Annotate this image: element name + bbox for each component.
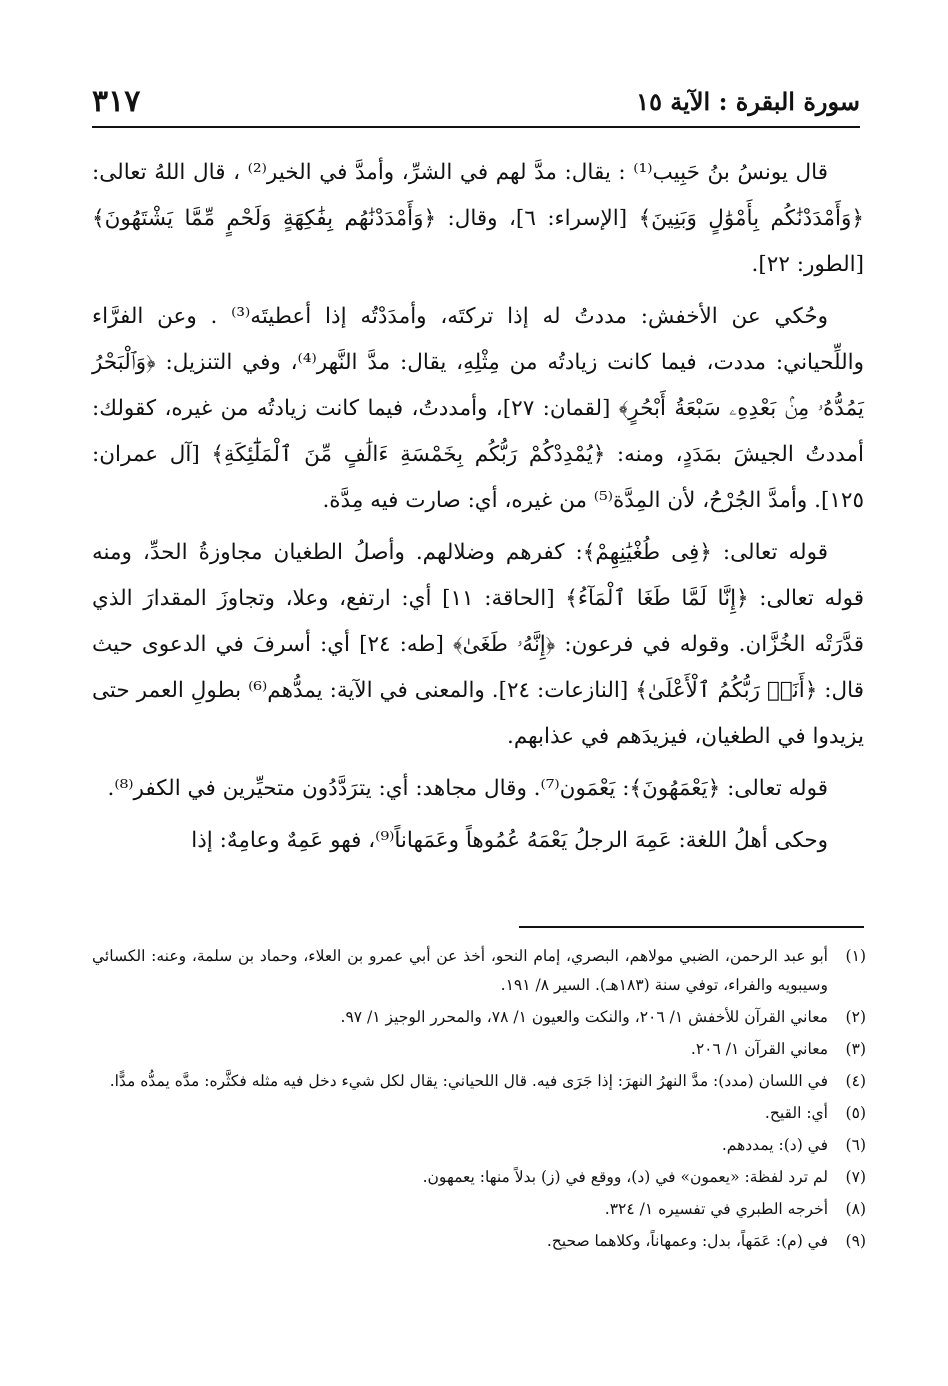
paragraph: قال يونسُ بنُ حَبِيب⁽¹⁾ : يقال: مدَّ لهم في الشرِّ، وأمدَّ في الخير⁽²⁾ ، قال اللهُ تعالى: ﴿وَأَمْدَدْنَٰكُم بِأَمْوَٰلٍ وَبَنِينَ﴾ [الإسراء: ٦]، وقال: ﴿وَأَمْدَدْنَٰهُم بِفَٰكِهَةٍ وَلَحْمٍ مِّمَّا يَشْتَهُونَ﴾ [الطور: ٢٢]. <box>92 160 864 277</box>
footnote <box>92 1099 866 1128</box>
footnote-number: (٤) <box>845 1072 866 1090</box>
footnotes <box>92 942 866 1259</box>
footnote-number: (٩) <box>845 1232 866 1250</box>
footnote-text: في اللسان (مدد): مدَّ النهرُ النهرَ: إذا جَرَى فيه. قال اللحياني: يقال لكل شيء دخل فيه مثله فكثَّره: مدَّه يمدُّه مدًّا. <box>109 1072 828 1090</box>
footnote <box>92 1195 866 1224</box>
footnote-number: (٥) <box>845 1104 866 1122</box>
paragraph: وحُكي عن الأخفش: مددتُ له إذا تركتَه، وأمدَدْتُه إذا أعطيتَه⁽³⁾ . وعن الفرَّاء واللِّحياني: مددت، فيما كانت زيادتُه من مِثْلِهِ، يقال: مدَّ النَّهر⁽⁴⁾، وفي التنزيل: ﴿وَٱلْبَحْرُ يَمُدُّهُۥ مِنۢ بَعْدِهِۦ سَبْعَةُ أَبْحُرٍ﴾ [لقمان: ٢٧]، وأمددتُ، فيما كانت زيادتُه من غيره، كقولك: أمددتُ الجيشَ بمَدَدٍ، ومنه: ﴿يُمْدِدْكُمْ رَبُّكُم بِخَمْسَةِ ءَالَٰفٍ مِّنَ ٱلْمَلَٰٓئِكَةِ﴾ [آل عمران: ١٢٥]. وأمدَّ الجُرْحُ، لأن المِدَّة⁽⁵⁾ من غيره، أي: صارت فيه مِدَّة. <box>92 304 864 513</box>
running-title: سورة البقرة : الآية ١٥ <box>636 86 860 116</box>
footnote-number: (٧) <box>845 1168 866 1186</box>
paragraph: قوله تعالى: ﴿يَعْمَهُونَ﴾: يَعْمَون⁽⁷⁾. وقال مجاهد: أي: يترَدَّدُون متحيِّرين في الكفر⁽⁸⁾. <box>107 776 828 801</box>
footnote <box>92 1003 866 1032</box>
footnote-number: (٨) <box>845 1200 866 1218</box>
paragraph: وحكى أهلُ اللغة: عَمِهَ الرجلُ يَعْمَهُ عُمُوهاً وعَمَهاناً⁽⁹⁾، فهو عَمِهٌ وعامِهٌ: إذا <box>191 828 828 853</box>
footnote-text: أخرجه الطبري في تفسيره ١/ ٣٢٤. <box>604 1200 828 1218</box>
page-number: ٣١٧ <box>92 83 141 119</box>
main-text <box>92 150 864 870</box>
footnote <box>92 1227 866 1256</box>
footnote <box>92 1163 866 1192</box>
footnote-text: معاني القرآن للأخفش ١/ ٢٠٦، والنكت والعيون ١/ ٧٨، والمحرر الوجيز ١/ ٩٧. <box>340 1008 828 1026</box>
footnote-text: معاني القرآن ١/ ٢٠٦. <box>690 1040 828 1058</box>
footnote-text: في (م): عَمَهاً، بدل: وعمهاناً، وكلاهما صحيح. <box>546 1232 828 1250</box>
footnote-text: أبو عبد الرحمن، الضبي مولاهم، البصري، إمام النحو، أخذ عن أبي عمرو بن العلاء، وحماد بن سلمة، وعنه: الكسائي وسيبويه والفراء، توفي سنة (١٨٣هـ). السير ٨/ ١٩١. <box>92 947 828 994</box>
footnote-divider <box>519 926 864 928</box>
footnote <box>92 1035 866 1064</box>
paragraph: قوله تعالى: ﴿فِى طُغْيَٰنِهِمْ﴾: كفرهم وضلالهم. وأصلُ الطغيان مجاوزةُ الحدِّ، ومنه قوله تعالى: ﴿إِنَّا لَمَّا طَغَا ٱلْمَآءُ﴾ [الحاقة: ١١] أي: ارتفع، وعلا، وتجاوزَ المقدارَ الذي قدَّرَتْه الخُزَّان. وقوله في فرعون: ﴿إِنَّهُۥ طَغَىٰ﴾ [طه: ٢٤] أي: أسرفَ في الدعوى حيث قال: ﴿أَنَا۠ رَبُّكُمُ ٱلْأَعْلَىٰ﴾ [النازعات: ٢٤]. والمعنى في الآية: يمدُّهم⁽⁶⁾ بطولِ العمر حتى يزيدوا في الطغيان، فيزيدَهم في عذابهم. <box>92 540 865 749</box>
footnote <box>92 1067 866 1096</box>
footnote-text: في (د): يمددهم. <box>721 1136 828 1154</box>
footnote-number: (٦) <box>845 1136 866 1154</box>
footnote <box>92 942 866 1000</box>
footnote-text: لم ترد لفظة: «يعمون» في (د)، ووقع في (ز) بدلاً منها: يعمهون. <box>422 1168 828 1186</box>
page-header <box>92 76 860 128</box>
footnote-number: (٣) <box>845 1040 866 1058</box>
footnote <box>92 1131 866 1160</box>
footnote-number: (١) <box>845 947 866 965</box>
footnote-text: أي: القيح. <box>764 1104 828 1122</box>
footnote-number: (٢) <box>845 1008 866 1026</box>
